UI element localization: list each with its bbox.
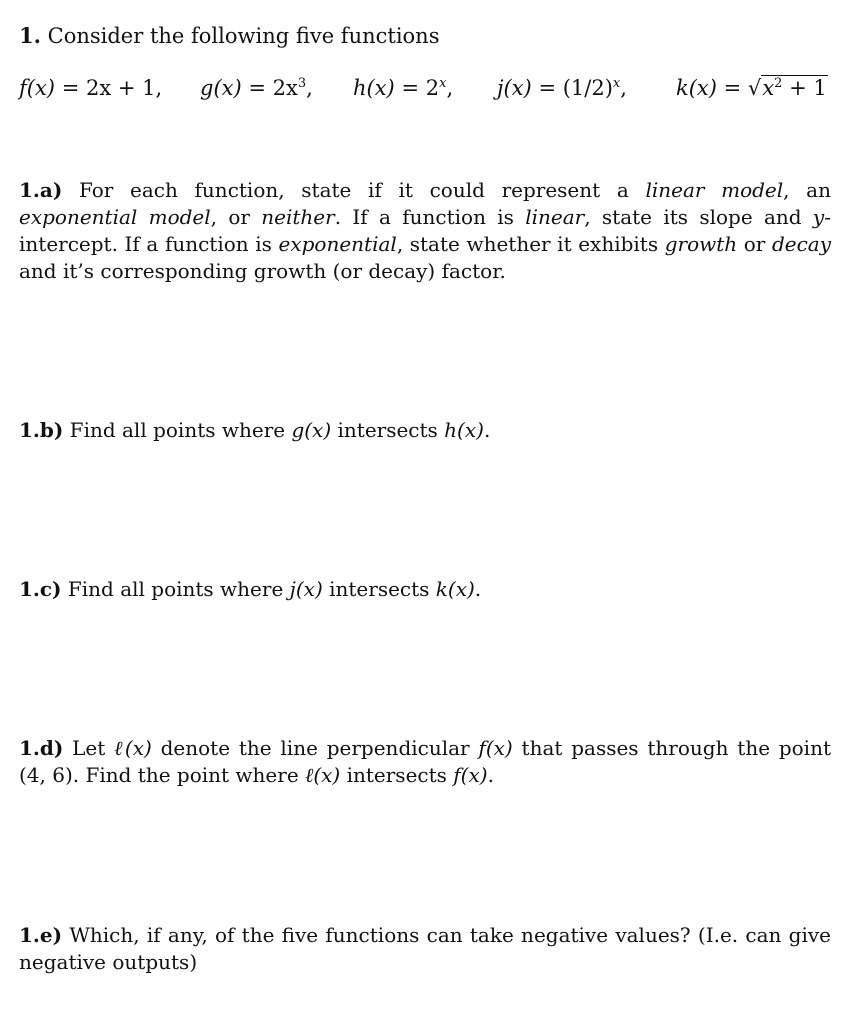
question-label: 1.a) (19, 178, 63, 202)
function-f: f(x) = 2x + 1, (19, 76, 163, 100)
function-g: $g(x) = 2x^3$, (200, 76, 313, 100)
function-k: $k(x) = √x^2 + 1$ (676, 76, 827, 100)
question-label: 1.e) (19, 923, 63, 947)
function-h: $h(x) = 2^x$, (353, 76, 454, 100)
problem-number: 1. (19, 23, 41, 48)
question-1a: 1.a) For each function, state if it could represent a linear model, an exponential model, or neither. If a function is linear, state its slope and y-intercept. If a function is exponential, state whether it exhibits growth or decay and it’s corresponding growth (or decay) factor. (19, 178, 831, 283)
question-label: 1.d) (19, 736, 64, 760)
problem-heading (19, 22, 440, 50)
sqrt-radicand: $x^2 + 1$ (762, 76, 827, 100)
function-list (0, 74, 868, 104)
question-label: 1.b) (19, 418, 64, 442)
question-1d: 1.d) Let ℓ(x) denote the line perpendicular f(x) that passes through the point (4, 6). Find the point where ℓ(x) intersects f(x). (19, 736, 831, 787)
question-1e: 1.e) Which, if any, of the five functions can take negative values? (I.e. can give negative outputs) (19, 923, 831, 974)
problem-intro: Consider the following five functions (47, 24, 440, 48)
question-1b: 1.b) Find all points where g(x) intersects h(x). (19, 418, 491, 442)
function-j: $j(x) = (1/2)^x$, (497, 76, 627, 100)
question-label: 1.c) (19, 577, 62, 601)
question-1c: 1.c) Find all points where j(x) intersects k(x). (19, 577, 482, 601)
